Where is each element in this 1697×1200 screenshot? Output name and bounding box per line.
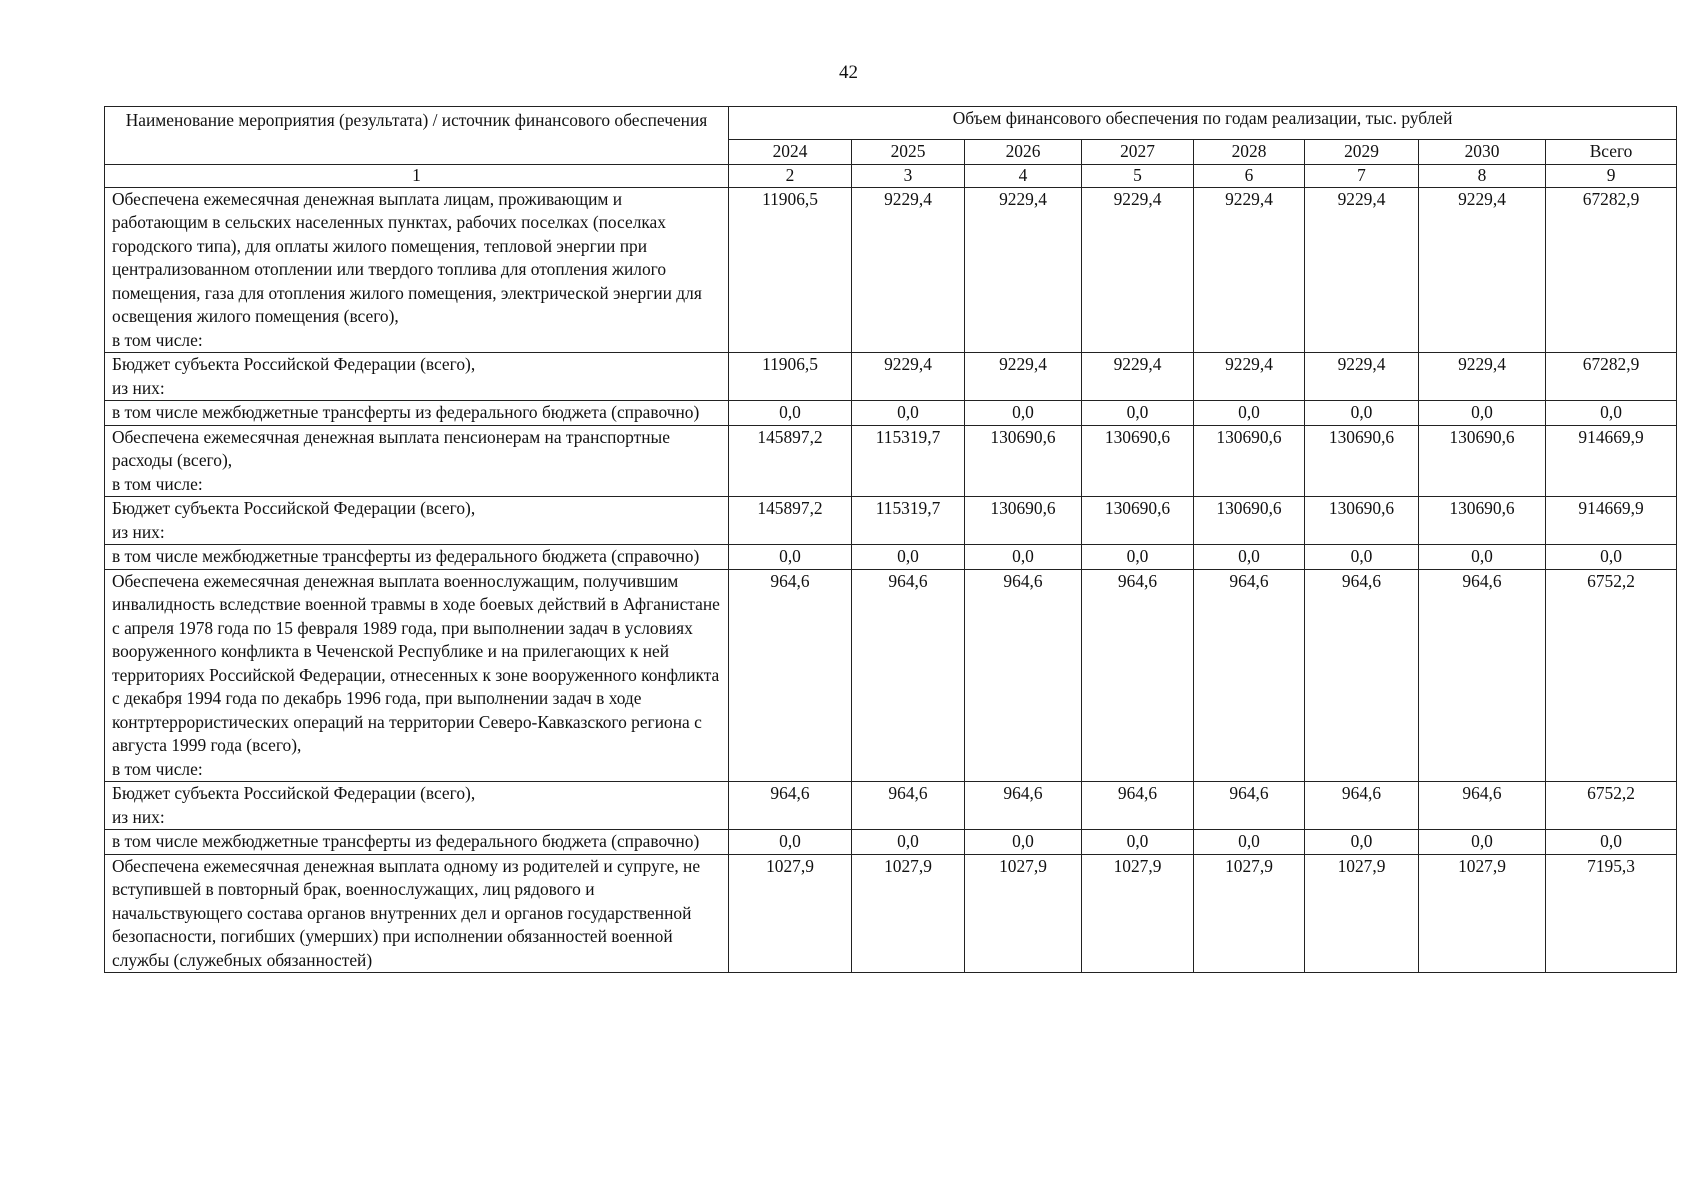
- value-cell: 11906,5: [729, 353, 852, 401]
- table-body: [105, 187, 1677, 973]
- value-cell: 130690,6: [1419, 497, 1546, 545]
- column-number-4: 5: [1082, 164, 1194, 187]
- header-year-1: 2025: [852, 140, 965, 165]
- value-cell: 0,0: [852, 401, 965, 426]
- header-year-3: 2027: [1082, 140, 1194, 165]
- table-row: [105, 782, 1677, 830]
- row-name: Обеспечена ежемесячная денежная выплата одному из родителей и супруге, не вступившей в повторный брак, военнослужащих, лиц рядового и начальствующего состава органов внутренних дел и органов государственной безопасности, погибших (умерших) при исполнении обязанностей военной службы (служебных обязанностей): [112, 855, 701, 970]
- value-cell: 130690,6: [1419, 425, 1546, 497]
- value-cell: 0,0: [965, 830, 1082, 855]
- value-cell: 9229,4: [1419, 187, 1546, 353]
- value-cell: 0,0: [1546, 545, 1677, 570]
- value-cell: 130690,6: [1305, 425, 1419, 497]
- value-cell: 0,0: [1194, 545, 1305, 570]
- value-cell: 0,0: [1305, 545, 1419, 570]
- value-cell: 130690,6: [1082, 497, 1194, 545]
- value-cell: 964,6: [852, 782, 965, 830]
- value-cell: 6752,2: [1546, 569, 1677, 782]
- table-row: [105, 353, 1677, 401]
- row-name-cell: [105, 353, 729, 401]
- value-cell: 115319,7: [852, 425, 965, 497]
- value-cell: 9229,4: [852, 353, 965, 401]
- value-cell: 130690,6: [1305, 497, 1419, 545]
- row-name: Бюджет субъекта Российской Федерации (всего),: [112, 498, 476, 518]
- value-cell: 964,6: [1194, 782, 1305, 830]
- header-column-numbers-row: [105, 164, 1677, 187]
- header-volume-caption: Объем финансового обеспечения по годам реализации, тыс. рублей: [729, 107, 1677, 140]
- value-cell: 964,6: [729, 782, 852, 830]
- value-cell: 964,6: [1305, 782, 1419, 830]
- table-row: [105, 545, 1677, 570]
- value-cell: 0,0: [852, 830, 965, 855]
- row-name: Бюджет субъекта Российской Федерации (всего),: [112, 354, 476, 374]
- table-row: [105, 401, 1677, 426]
- value-cell: 0,0: [729, 545, 852, 570]
- column-number-3: 4: [965, 164, 1082, 187]
- row-name-cell: [105, 854, 729, 973]
- row-name-cell: [105, 545, 729, 570]
- value-cell: 964,6: [1082, 569, 1194, 782]
- row-subtitle: из них:: [112, 806, 165, 827]
- row-name-cell: [105, 497, 729, 545]
- row-name: Бюджет субъекта Российской Федерации (всего),: [112, 783, 476, 803]
- value-cell: 9229,4: [1082, 187, 1194, 353]
- value-cell: 914669,9: [1546, 497, 1677, 545]
- value-cell: 0,0: [1194, 830, 1305, 855]
- value-cell: 0,0: [1305, 830, 1419, 855]
- row-subtitle: в том числе:: [112, 329, 203, 350]
- header-year-6: 2030: [1419, 140, 1546, 165]
- table-row: [105, 569, 1677, 782]
- column-number-5: 6: [1194, 164, 1305, 187]
- value-cell: 0,0: [1082, 830, 1194, 855]
- row-name-cell: [105, 782, 729, 830]
- value-cell: 130690,6: [965, 497, 1082, 545]
- value-cell: 1027,9: [729, 854, 852, 973]
- value-cell: 0,0: [1419, 401, 1546, 426]
- value-cell: 0,0: [1419, 545, 1546, 570]
- value-cell: 1027,9: [965, 854, 1082, 973]
- row-name-cell: [105, 425, 729, 497]
- row-name: Обеспечена ежемесячная денежная выплата лицам, проживающим и работающим в сельских населенных пунктах, рабочих поселках (поселках городского типа), для оплаты жилого помещения, тепловой энергии при централизованном отоплении или твердого топлива для отопления жилого помещения, газа для отопления жилого помещения, электрической энергии для освещения жилого помещения (всего),: [112, 188, 702, 326]
- value-cell: 145897,2: [729, 497, 852, 545]
- value-cell: 0,0: [729, 401, 852, 426]
- header-year-4: 2028: [1194, 140, 1305, 165]
- value-cell: 67282,9: [1546, 187, 1677, 353]
- value-cell: 964,6: [1305, 569, 1419, 782]
- value-cell: 0,0: [965, 545, 1082, 570]
- row-name-cell: [105, 401, 729, 426]
- column-number-2: 3: [852, 164, 965, 187]
- row-subtitle: в том числе:: [112, 473, 203, 494]
- row-subtitle: в том числе:: [112, 758, 203, 779]
- column-number-8: 9: [1546, 164, 1677, 187]
- value-cell: 145897,2: [729, 425, 852, 497]
- value-cell: 1027,9: [1419, 854, 1546, 973]
- value-cell: 9229,4: [1305, 353, 1419, 401]
- value-cell: 9229,4: [1082, 353, 1194, 401]
- column-number-1: 2: [729, 164, 852, 187]
- value-cell: 0,0: [965, 401, 1082, 426]
- value-cell: 11906,5: [729, 187, 852, 353]
- value-cell: 964,6: [852, 569, 965, 782]
- value-cell: 964,6: [729, 569, 852, 782]
- value-cell: 0,0: [852, 545, 965, 570]
- value-cell: 9229,4: [852, 187, 965, 353]
- value-cell: 7195,3: [1546, 854, 1677, 973]
- page-number: 42: [839, 62, 858, 83]
- value-cell: 0,0: [1546, 401, 1677, 426]
- value-cell: 0,0: [1546, 830, 1677, 855]
- value-cell: 6752,2: [1546, 782, 1677, 830]
- value-cell: 0,0: [1419, 830, 1546, 855]
- table-header: [105, 107, 1677, 188]
- financing-table: [104, 106, 1677, 973]
- value-cell: 964,6: [1194, 569, 1305, 782]
- row-subtitle: из них:: [112, 521, 165, 542]
- value-cell: 1027,9: [852, 854, 965, 973]
- value-cell: 0,0: [1082, 401, 1194, 426]
- value-cell: 9229,4: [965, 187, 1082, 353]
- value-cell: 964,6: [1082, 782, 1194, 830]
- row-name-cell: [105, 187, 729, 353]
- value-cell: 9229,4: [965, 353, 1082, 401]
- row-subtitle: из них:: [112, 377, 165, 398]
- value-cell: 9229,4: [1194, 187, 1305, 353]
- row-name-cell: [105, 569, 729, 782]
- column-number-7: 8: [1419, 164, 1546, 187]
- value-cell: 914669,9: [1546, 425, 1677, 497]
- value-cell: 115319,7: [852, 497, 965, 545]
- table-row: [105, 425, 1677, 497]
- value-cell: 0,0: [729, 830, 852, 855]
- value-cell: 1027,9: [1305, 854, 1419, 973]
- value-cell: 964,6: [1419, 569, 1546, 782]
- row-name: Обеспечена ежемесячная денежная выплата военнослужащим, получившим инвалидность вследствие военной травмы в ходе боевых действий в Афганистане с апреля 1978 года по 15 февраля 1989 года, при выполнении задач в условиях вооруженного конфликта в Чеченской Республике и на прилегающих к ней территориях Российской Федерации, отнесенных к зоне вооруженного конфликта с декабря 1994 года по декабрь 1996 года, при выполнении задач в ходе контртеррористических операций на территории Северо-Кавказского региона с августа 1999 года (всего),: [112, 570, 720, 755]
- column-number-6: 7: [1305, 164, 1419, 187]
- row-name: в том числе межбюджетные трансферты из федерального бюджета (справочно): [112, 831, 700, 851]
- value-cell: 964,6: [965, 782, 1082, 830]
- value-cell: 130690,6: [1082, 425, 1194, 497]
- value-cell: 130690,6: [1194, 497, 1305, 545]
- table-row: [105, 187, 1677, 353]
- value-cell: 67282,9: [1546, 353, 1677, 401]
- header-year-5: 2029: [1305, 140, 1419, 165]
- table-row: [105, 497, 1677, 545]
- row-name-cell: [105, 830, 729, 855]
- value-cell: 0,0: [1082, 545, 1194, 570]
- value-cell: 9229,4: [1419, 353, 1546, 401]
- value-cell: 9229,4: [1305, 187, 1419, 353]
- value-cell: 1027,9: [1082, 854, 1194, 973]
- header-year-2: 2026: [965, 140, 1082, 165]
- value-cell: 0,0: [1194, 401, 1305, 426]
- value-cell: 964,6: [965, 569, 1082, 782]
- table-row: [105, 854, 1677, 973]
- row-name: Обеспечена ежемесячная денежная выплата пенсионерам на транспортные расходы (всего),: [112, 426, 670, 470]
- value-cell: 1027,9: [1194, 854, 1305, 973]
- value-cell: 130690,6: [965, 425, 1082, 497]
- value-cell: 130690,6: [1194, 425, 1305, 497]
- value-cell: 9229,4: [1194, 353, 1305, 401]
- header-year-0: 2024: [729, 140, 852, 165]
- value-cell: 0,0: [1305, 401, 1419, 426]
- header-name-column: Наименование мероприятия (результата) / источник финансового обеспечения: [105, 107, 729, 165]
- row-name: в том числе межбюджетные трансферты из федерального бюджета (справочно): [112, 546, 700, 566]
- value-cell: 964,6: [1419, 782, 1546, 830]
- table-row: [105, 830, 1677, 855]
- header-year-7: Всего: [1546, 140, 1677, 165]
- row-name: в том числе межбюджетные трансферты из федерального бюджета (справочно): [112, 402, 700, 422]
- column-number-0: 1: [105, 164, 729, 187]
